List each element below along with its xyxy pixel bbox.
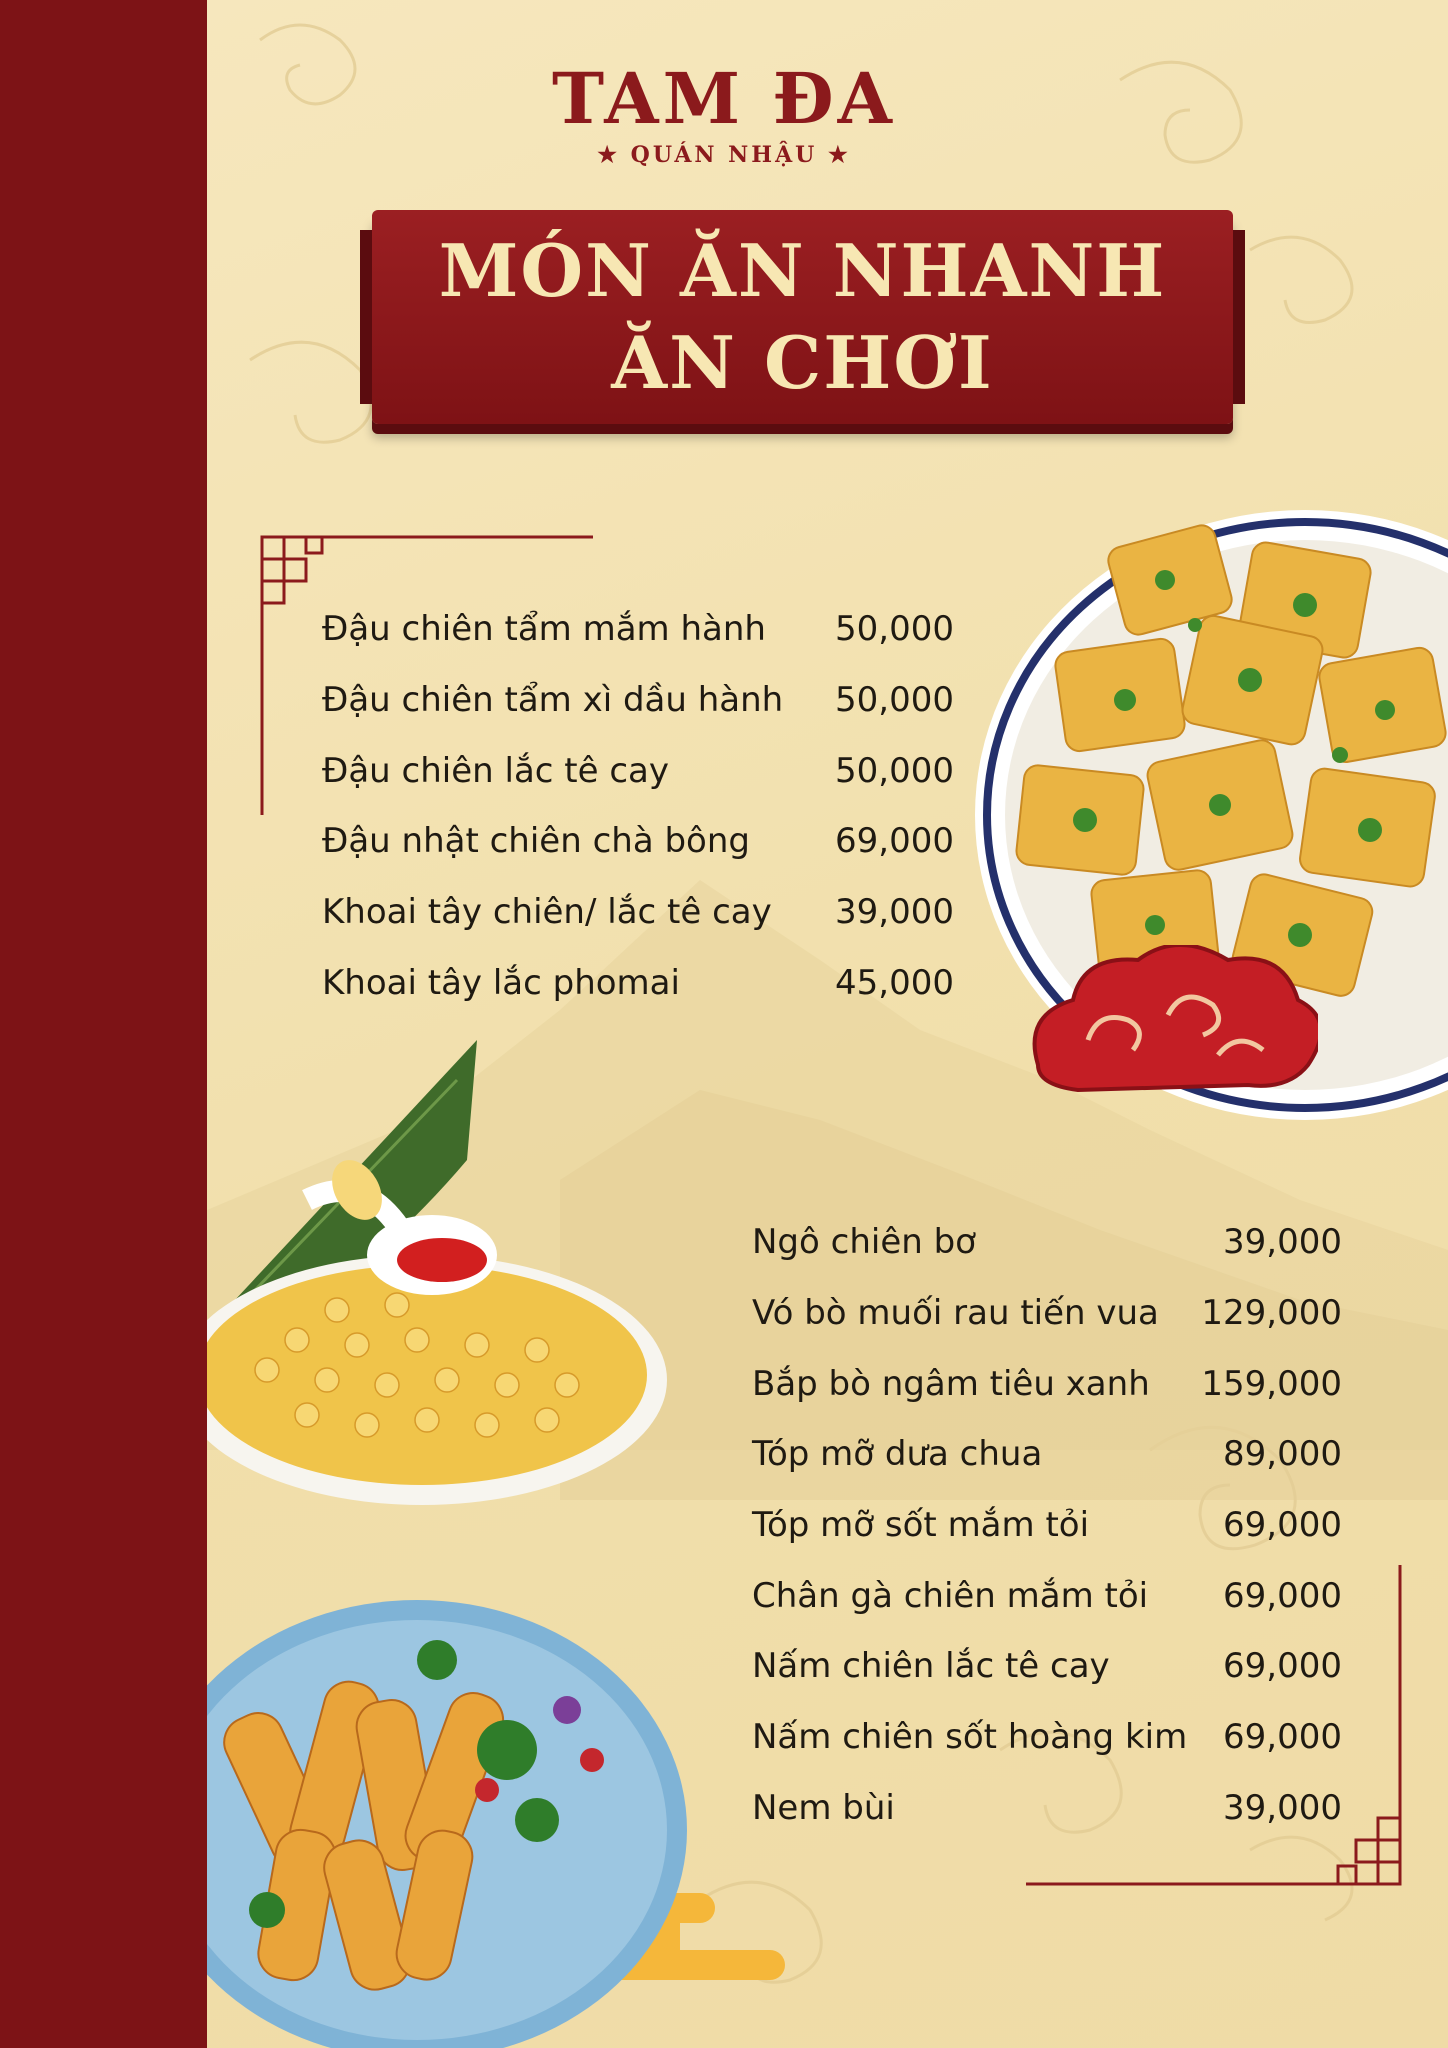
menu-item	[752, 1419, 1342, 1490]
menu-list-top	[322, 594, 954, 1018]
menu-item-price: 159,000	[1201, 1363, 1342, 1404]
menu-item	[322, 877, 954, 948]
menu-list-bottom	[752, 1207, 1342, 1843]
section-title-banner	[372, 210, 1233, 424]
menu-item-price: 69,000	[1223, 1575, 1342, 1616]
brand-logo	[0, 57, 1448, 168]
menu-item	[752, 1631, 1342, 1702]
menu-item-price: 39,000	[1223, 1222, 1342, 1263]
menu-item-price: 69,000	[1223, 1505, 1342, 1546]
menu-item-price: 50,000	[835, 609, 954, 650]
menu-item-price: 50,000	[835, 750, 954, 791]
menu-item-price: 89,000	[1223, 1434, 1342, 1475]
menu-item	[322, 947, 954, 1018]
menu-item	[752, 1773, 1342, 1844]
menu-item	[322, 594, 954, 665]
fried-mushroom-photo	[207, 1580, 687, 2048]
brand-name: TAM ĐA	[552, 57, 896, 140]
menu-item	[322, 806, 954, 877]
brand-tagline: ★ QUÁN NHẬU ★	[597, 142, 851, 168]
menu-item-name: Nấm chiên sốt hoàng kim	[752, 1717, 1188, 1758]
menu-item-name: Ngô chiên bơ	[752, 1222, 976, 1263]
section-title-line-1: MÓN ĂN NHANH	[438, 228, 1167, 313]
menu-item-name: Tóp mỡ sốt mắm tỏi	[752, 1505, 1090, 1546]
menu-item-price: 45,000	[835, 962, 954, 1003]
menu-item	[322, 735, 954, 806]
menu-item	[752, 1490, 1342, 1561]
menu-item-price: 69,000	[1223, 1717, 1342, 1758]
menu-item	[752, 1702, 1342, 1773]
menu-item-name: Bắp bò ngâm tiêu xanh	[752, 1363, 1150, 1404]
red-cloud-ornament-icon	[1018, 945, 1318, 1115]
menu-item-name: Khoai tây lắc phomai	[322, 962, 680, 1003]
menu-item-name: Đậu chiên tẩm xì dầu hành	[322, 680, 784, 721]
menu-item-price: 129,000	[1201, 1293, 1342, 1334]
menu-item-name: Nấm chiên lắc tê cay	[752, 1646, 1110, 1687]
section-title-line-2: ĂN CHƠI	[611, 320, 994, 405]
menu-item-price: 39,000	[1223, 1787, 1342, 1828]
menu-item-name: Nem bùi	[752, 1787, 895, 1828]
menu-item-price: 69,000	[835, 821, 954, 862]
menu-item	[752, 1278, 1342, 1349]
menu-item	[322, 665, 954, 736]
menu-item-name: Tóp mỡ dưa chua	[752, 1434, 1043, 1475]
menu-item	[752, 1560, 1342, 1631]
menu-item	[752, 1207, 1342, 1278]
menu-item-price: 50,000	[835, 680, 954, 721]
fried-corn-photo	[207, 1040, 667, 1520]
menu-item-name: Vó bò muối rau tiến vua	[752, 1293, 1159, 1334]
menu-item-name: Chân gà chiên mắm tỏi	[752, 1575, 1149, 1616]
menu-item-price: 39,000	[835, 892, 954, 933]
menu-item-price: 69,000	[1223, 1646, 1342, 1687]
menu-item-name: Khoai tây chiên/ lắc tê cay	[322, 892, 772, 933]
menu-item-name: Đậu nhật chiên chà bông	[322, 821, 750, 862]
menu-item-name: Đậu chiên tẩm mắm hành	[322, 609, 766, 650]
menu-item-name: Đậu chiên lắc tê cay	[322, 750, 669, 791]
menu-item	[752, 1348, 1342, 1419]
